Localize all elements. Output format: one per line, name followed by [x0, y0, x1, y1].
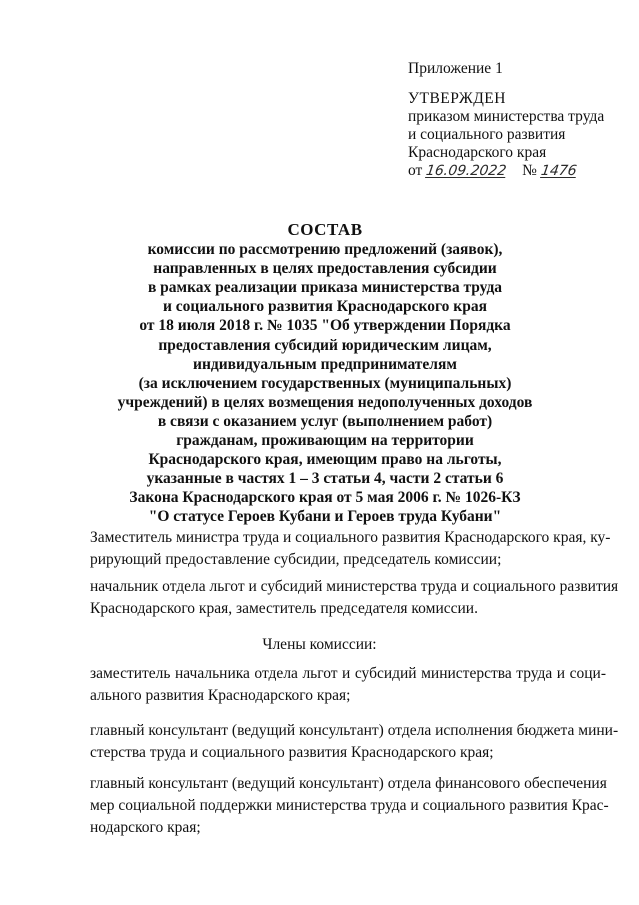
paragraph-line: заместитель начальника отдела льгот и субсидий министерства труда и соци-	[90, 665, 606, 682]
handwritten-date: 16.09.2022	[425, 163, 508, 179]
approved-stamp-text: УТВЕРЖДЕН	[408, 90, 506, 107]
title-line: индивидуальным предпринимателям	[193, 355, 457, 373]
date-prefix: от	[408, 162, 423, 179]
deputy-chairman-paragraph	[90, 576, 619, 620]
paragraph-line: начальник отдела льгот и субсидий министерства труда и социального развития	[90, 578, 619, 595]
title-line: (за исключением государственных (муниципальных)	[138, 374, 512, 392]
paragraph-line: главный консультант (ведущий консультант) отдела финансового обеспечения	[90, 775, 607, 792]
title-line: указанные в частях 1 – 3 статьи 4, части 2 статьи 6	[146, 470, 504, 488]
approval-date-row	[408, 162, 628, 180]
member-paragraph	[90, 720, 619, 764]
title-line: комиссии по рассмотрению предложений (заявок),	[147, 241, 503, 259]
paragraph-line: мер социальной поддержки министерства труда и социального развития Крас-	[90, 797, 609, 814]
title-line: направленных в целях предоставления субсидии	[153, 260, 497, 278]
paragraph-line: Заместитель министра труда и социального развития Краснодарского края, ку-	[90, 529, 611, 546]
title-line: учреждений) в целях возмещения недополученных доходов	[117, 393, 533, 411]
approval-line: приказом министерства труда	[408, 108, 605, 125]
paragraph-line: рирующий предоставление субсидии, председатель комиссии;	[90, 551, 502, 568]
title-line: Краснодарского края, имеющим право на льготы,	[148, 451, 502, 469]
title-line: гражданам, проживающим на территории	[176, 432, 474, 450]
members-heading: Члены комиссии:	[262, 636, 377, 653]
document-title-block	[110, 220, 540, 527]
paragraph-line: стерства труда и социального развития Краснодарского края;	[90, 744, 494, 761]
appendix-label: Приложение 1	[408, 60, 503, 77]
chairman-paragraph	[90, 527, 611, 571]
paragraph-line: нодарского края;	[90, 819, 201, 836]
title-line: "О статусе Героев Кубани и Героев труда Кубани"	[148, 508, 502, 526]
title-line: предоставления субсидий юридическим лицам,	[158, 336, 492, 354]
title-line: и социального развития Краснодарского края	[163, 298, 487, 316]
member-paragraph	[90, 773, 609, 839]
paragraph-line: главный консультант (ведущий консультант) отдела исполнения бюджета мини-	[90, 722, 619, 739]
title-line: в связи с оказанием услуг (выполнением работ)	[157, 412, 493, 430]
title-line: в рамках реализации приказа министерства труда	[147, 279, 503, 297]
title-line: Закона Краснодарского края от 5 мая 2006 г. № 1026-КЗ	[129, 489, 521, 507]
number-sign: №	[522, 162, 537, 179]
title-line: от 18 июля 2018 г. № 1035 "Об утверждении Порядка	[139, 317, 511, 335]
paragraph-line: Краснодарского края, заместитель председателя комиссии.	[90, 600, 478, 617]
handwritten-order-number: 1476	[539, 163, 578, 179]
approval-block	[408, 60, 628, 180]
paragraph-line: ального развития Краснодарского края;	[90, 687, 351, 704]
approval-line: и социального развития	[408, 126, 566, 143]
document-title: СОСТАВ	[287, 220, 363, 239]
member-paragraph	[90, 663, 606, 707]
approval-line: Краснодарского края	[408, 144, 547, 161]
